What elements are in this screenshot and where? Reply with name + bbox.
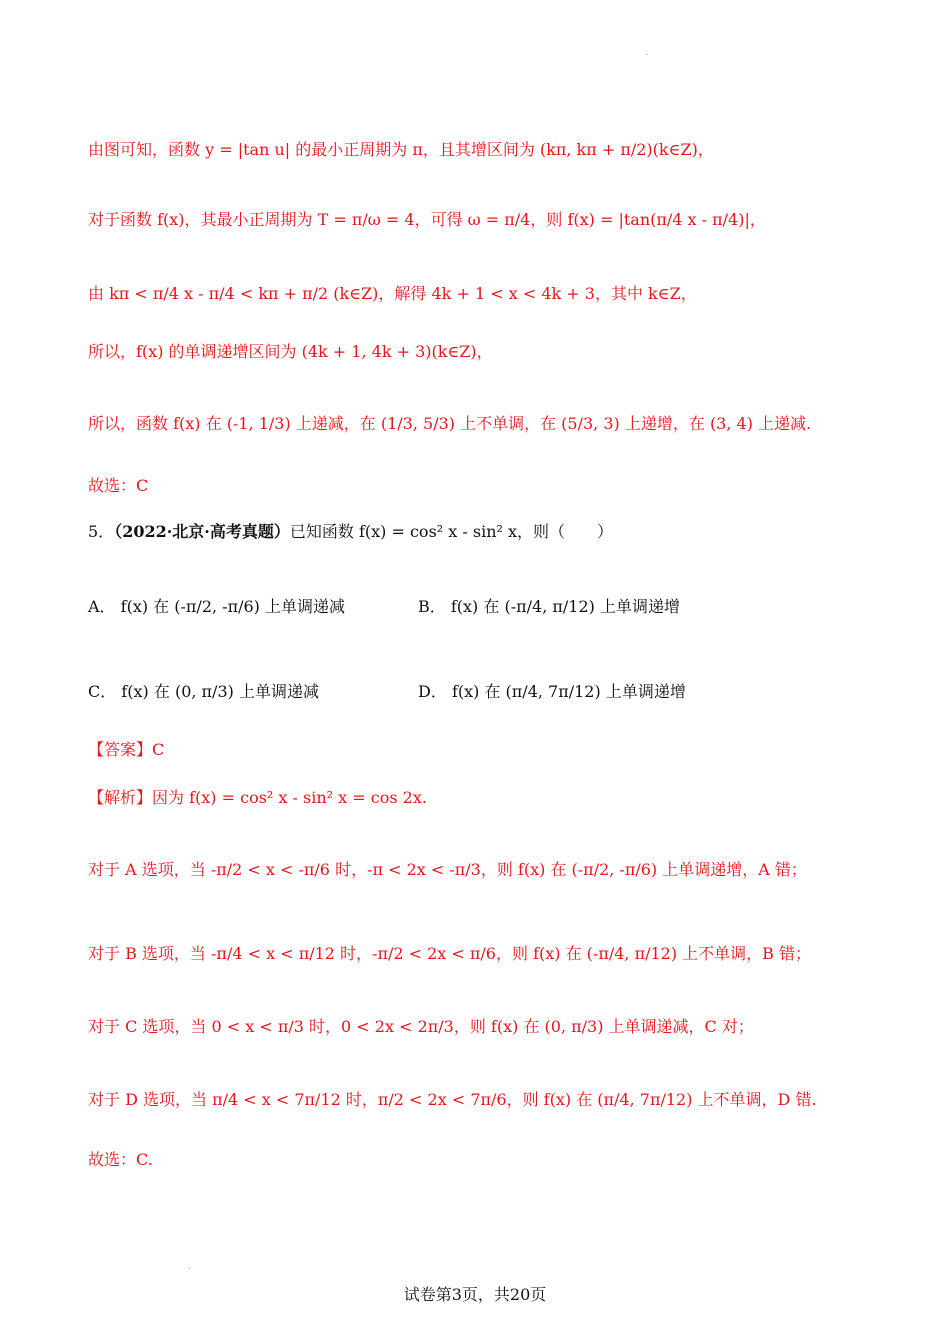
option-d-text: f(x) 在 (π/4, 7π/12) 上单调递增 [451, 682, 686, 701]
margin-dot: . [646, 48, 649, 57]
option-c-label: C． [88, 682, 117, 701]
solution-line-1: 由图可知，函数 y = |tan u| 的最小正周期为 π，且其增区间为 (kπ, kπ + π/2)(k∈Z)， [88, 140, 714, 159]
option-a-text: f(x) 在 (-π/2, -π/6) 上单调递减 [120, 597, 345, 616]
question-source: （2022·北京·高考真题） [114, 522, 290, 541]
option-a-label: A． [88, 597, 116, 616]
option-b-text: f(x) 在 (-π/4, π/12) 上单调递增 [450, 597, 680, 616]
analysis-option-a: 对于 A 选项，当 -π/2 < x < -π/6 时，-π < 2x < -π/3，则 f(x) 在 (-π/2, -π/6) 上单调递增，A 错； [88, 860, 807, 879]
analysis-option-b: 对于 B 选项，当 -π/4 < x < π/12 时，-π/2 < 2x < π/6，则 f(x) 在 (-π/4, π/12) 上不单调，B 错； [88, 944, 812, 963]
question-stem: 已知函数 f(x) = cos² x - sin² x，则（ ） [289, 522, 614, 541]
analysis-final: 故选：C. [88, 1150, 153, 1169]
analysis-option-d: 对于 D 选项，当 π/4 < x < 7π/12 时，π/2 < 2x < 7π/6，则 f(x) 在 (π/4, 7π/12) 上不单调，D 错. [88, 1090, 817, 1109]
analysis-option-c: 对于 C 选项，当 0 < x < π/3 时，0 < 2x < 2π/3，则 f(x) 在 (0, π/3) 上单调递减，C 对； [88, 1017, 754, 1036]
answer-value: C [152, 740, 165, 759]
option-d [418, 679, 686, 702]
answer-tag: 【答案】 [88, 740, 153, 759]
question-number: 5． [88, 522, 115, 541]
page-footer: 试卷第3页，共20页 [403, 1285, 547, 1304]
solution-line-2: 对于函数 f(x)，其最小正周期为 T = π/ω = 4，可得 ω = π/4，则 f(x) = |tan(π/4 x - π/4)|， [88, 210, 766, 229]
option-b-label: B． [418, 597, 446, 616]
solution-line-6: 故选：C [88, 476, 149, 495]
solution-line-4: 所以，f(x) 的单调递增区间为 (4k + 1, 4k + 3)(k∈Z)， [88, 342, 493, 361]
solution-line-5: 所以，函数 f(x) 在 (-1, 1/3) 上递减，在 (1/3, 5/3) 上不单调，在 (5/3, 3) 上递增，在 (3, 4) 上递减. [88, 414, 812, 433]
analysis-intro: 因为 f(x) = cos² x - sin² x = cos 2x. [152, 788, 427, 807]
option-a [88, 594, 345, 617]
option-d-label: D． [418, 682, 447, 701]
option-b [418, 594, 680, 617]
margin-dot: . [188, 1262, 191, 1271]
analysis-tag: 【解析】 [88, 788, 153, 807]
solution-line-3: 由 kπ < π/4 x - π/4 < kπ + π/2 (k∈Z)，解得 4k + 1 < x < 4k + 3，其中 k∈Z， [88, 284, 697, 303]
question-5 [88, 522, 613, 542]
answer-line [88, 740, 164, 760]
analysis-intro-line [88, 788, 427, 808]
option-c [88, 679, 319, 702]
option-c-text: f(x) 在 (0, π/3) 上单调递减 [121, 682, 319, 701]
